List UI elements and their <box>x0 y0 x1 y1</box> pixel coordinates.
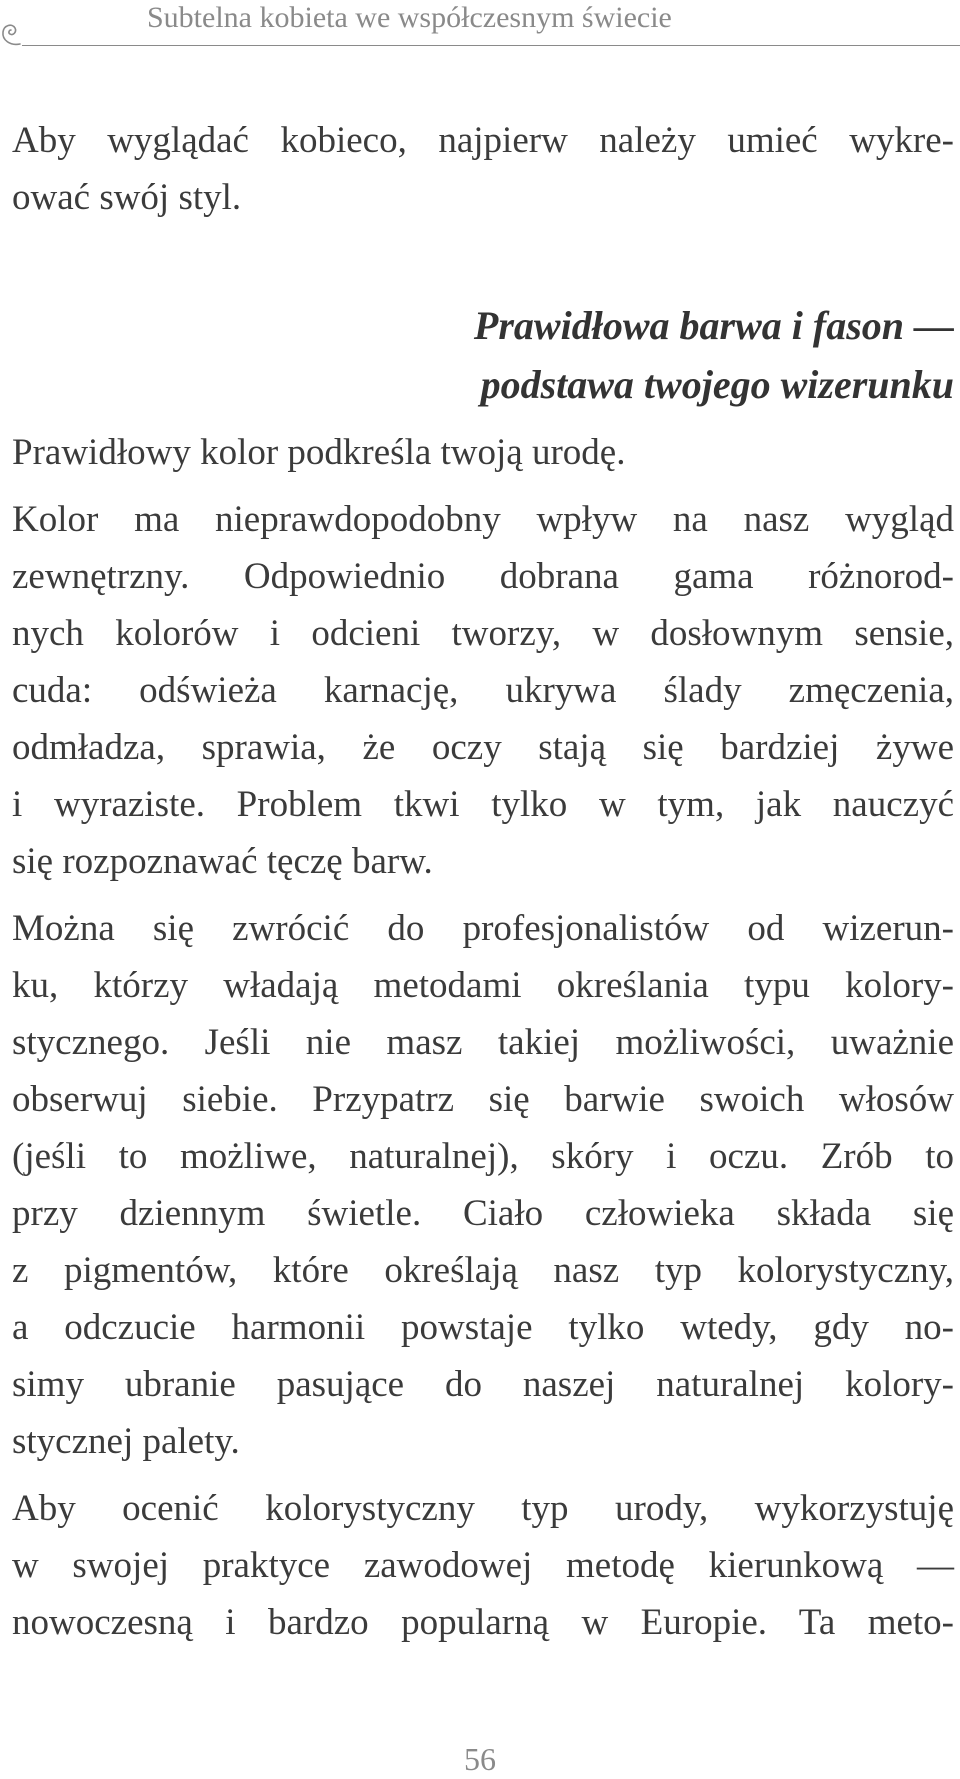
heading-line: Prawidłowa barwa i fason — <box>473 303 954 348</box>
text-line: Aby ocenić kolorystyczny typ urody, wykorzystuję <box>12 1488 954 1529</box>
text-line: cuda: odświeża karnację, ukrywa ślady zmęczenia, <box>12 670 954 711</box>
body-paragraph <box>12 1480 954 1651</box>
text-line: Można się zwrócić do profesjonalistów od wizerun- <box>12 908 954 949</box>
text-line: a odczucie harmonii powstaje tylko wtedy, gdy no- <box>12 1307 954 1348</box>
text-line: nych kolorów i odcieni tworzy, w dosłownym sensie, <box>12 613 954 654</box>
text-line: się rozpoznawać tęczę barw. <box>12 841 433 882</box>
body-paragraph <box>12 424 954 481</box>
text-line: odmładza, sprawia, że oczy stają się bardziej żywe <box>12 727 954 768</box>
running-header <box>0 0 960 52</box>
text-line: obserwuj siebie. Przypatrz się barwie swoich włosów <box>12 1079 954 1120</box>
page-number: 56 <box>464 1741 496 1777</box>
text-line: Aby wyglądać kobieco, najpierw należy umieć wykre- <box>12 120 954 161</box>
text-line: ować swój styl. <box>12 177 242 218</box>
heading-line: podstawa twojego wizerunku <box>480 362 954 407</box>
text-line: nowoczesną i bardzo popularną w Europie. Ta meto- <box>12 1602 954 1643</box>
text-line: (jeśli to możliwe, naturalnej), skóry i oczu. Zrób to <box>12 1136 954 1177</box>
header-rule <box>22 45 960 46</box>
text-line: przy dziennym świetle. Ciało człowieka składa się <box>12 1193 954 1234</box>
section-heading <box>12 296 954 414</box>
text-line: zewnętrzny. Odpowiednio dobrana gama różnorod- <box>12 556 954 597</box>
text-line: ku, którzy władają metodami określania typu kolory- <box>12 965 954 1006</box>
text-line: z pigmentów, które określają nasz typ kolorystyczny, <box>12 1250 954 1291</box>
page-content <box>12 112 954 1651</box>
body-paragraph <box>12 900 954 1470</box>
running-header-title: Subtelna kobieta we współczesnym świecie <box>147 1 672 34</box>
text-line: stycznego. Jeśli nie masz takiej możliwości, uważnie <box>12 1022 954 1063</box>
text-line: w swojej praktyce zawodowej metodę kierunkową — <box>12 1545 954 1586</box>
text-line: Prawidłowy kolor podkreśla twoją urodę. <box>12 432 626 473</box>
spiral-ornament-icon <box>0 14 22 48</box>
body-paragraph <box>12 491 954 890</box>
text-line: stycznej palety. <box>12 1421 240 1462</box>
text-line: i wyraziste. Problem tkwi tylko w tym, jak nauczyć <box>12 784 954 825</box>
text-line: simy ubranie pasujące do naszej naturalnej kolory- <box>12 1364 954 1405</box>
text-line: Kolor ma nieprawdopodobny wpływ na nasz wygląd <box>12 499 954 540</box>
intro-paragraph <box>12 112 954 226</box>
